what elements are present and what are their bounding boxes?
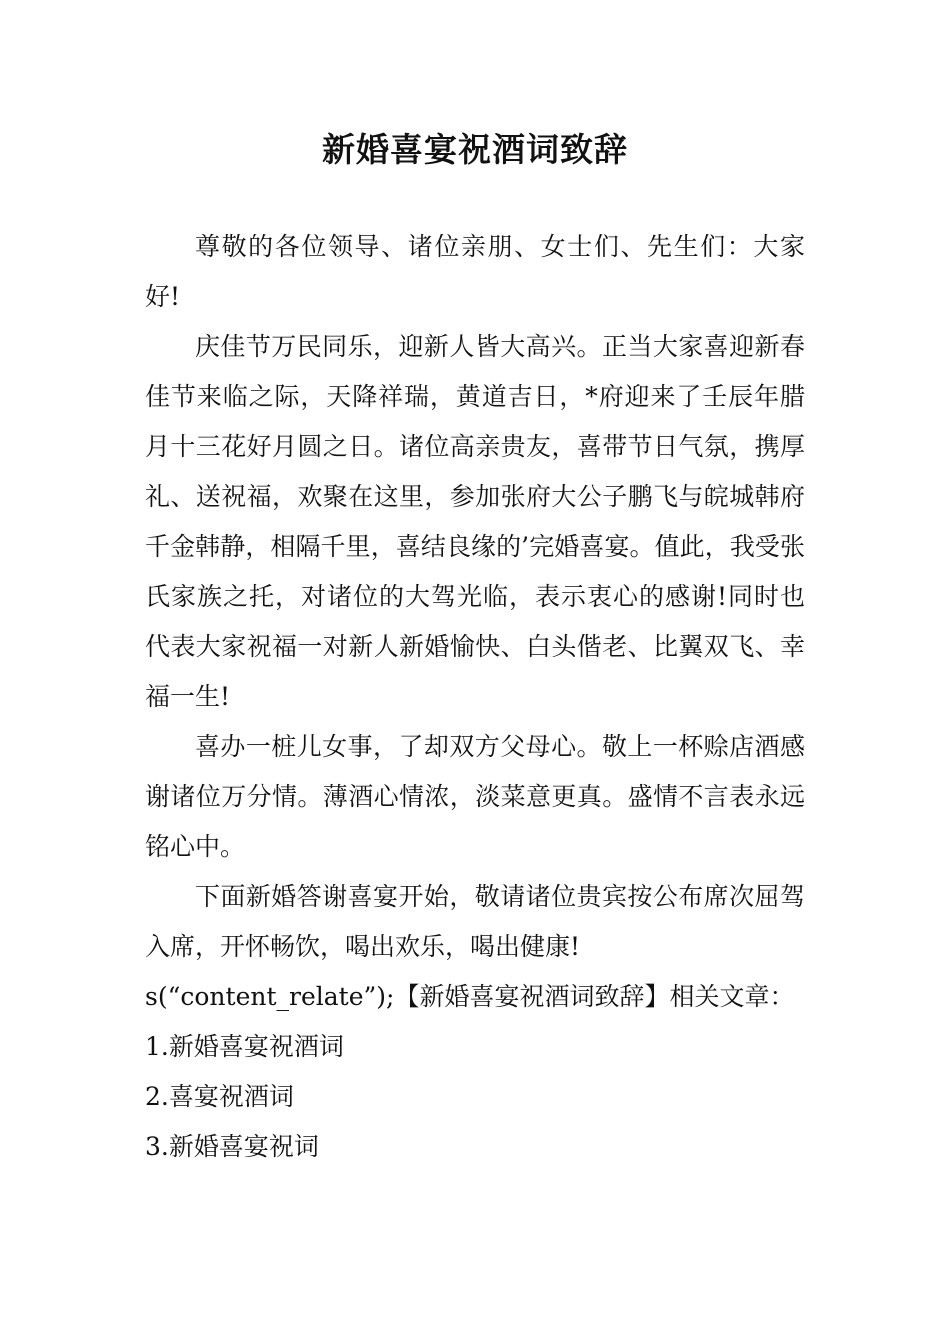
paragraph-celebration: 庆佳节万民同乐，迎新人皆大高兴。正当大家喜迎新春佳节来临之际，天降祥瑞，黄道吉日，*府迎来了壬辰年腊月十三花好月圆之日。诸位高亲贵友，喜带节日气氛，携厚礼、送祝福，欢聚在这里，参加张府大公子鹏飞与皖城韩府千金韩静，相隔千里，喜结良缘的’完婚喜宴。值此，我受张氏家族之托，对诸位的大驾光临，表示衷心的感谢!同时也代表大家祝福一对新人新婚愉快、白头偕老、比翼双飞、幸福一生! [145,332,805,711]
paragraph-toast: 喜办一桩儿女事，了却双方父母心。敬上一杯赊店酒感谢诸位万分情。薄酒心情浓，淡菜意更真。盛情不言表永远铭心中。 [145,732,805,861]
paragraph-invitation: 下面新婚答谢喜宴开始，敬请诸位贵宾按公布席次屈驾入席，开怀畅饮，喝出欢乐，喝出健康! [145,882,805,961]
document-title: 新婚喜宴祝酒词致辞 [322,130,628,169]
document-body [145,222,805,1172]
related-article-link[interactable]: 3.新婚喜宴祝词 [145,1132,319,1161]
related-article-link[interactable]: 1.新婚喜宴祝酒词 [145,1032,344,1061]
paragraph-greeting: 尊敬的各位领导、诸位亲朋、女士们、先生们：大家好! [145,232,805,311]
related-articles-heading: s(“content_relate”);【新婚喜宴祝酒词致辞】相关文章： [145,982,795,1011]
related-article-link[interactable]: 2.喜宴祝酒词 [145,1082,294,1111]
